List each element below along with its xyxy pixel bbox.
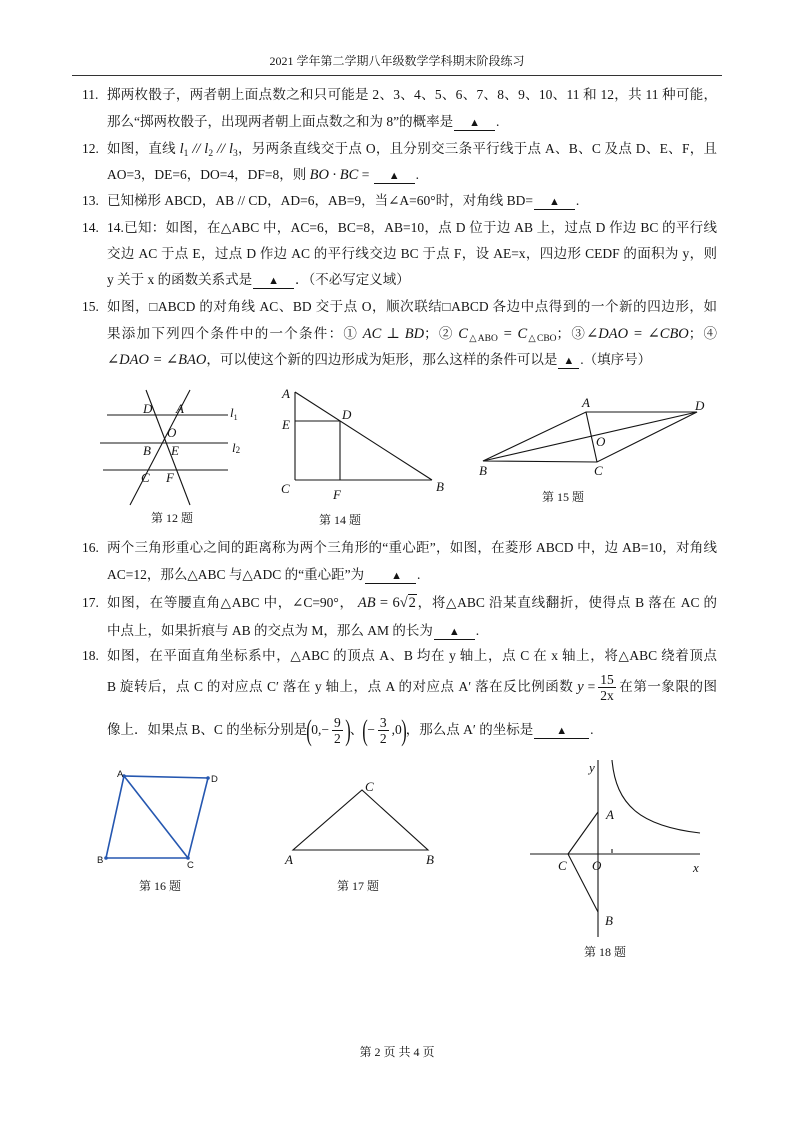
q14-line-2: 交边 AC 于点 E，过点 D 作边 AC 的平行线交边 BC 于点 F，设 AE=x，四边形 CEDF 的面积为 y，则 xyxy=(107,246,717,261)
denominator: 2x xyxy=(600,688,614,704)
q14-line-1: 14.已知：如图，在△ABC 中，AC=6，BC=8，AB=10，点 D 位于边 AB 上，过点 D 作边 BC 的平行线 xyxy=(107,220,717,235)
fig12-label-l1 xyxy=(230,405,238,422)
fig18-hyperbola xyxy=(612,760,700,833)
product-formula: BO · BC xyxy=(309,167,359,183)
condition-1: AC ⊥ BD xyxy=(362,326,425,342)
figure-15 xyxy=(479,395,705,504)
fig15-caption: 第 15 题 xyxy=(541,490,585,504)
right-paren: ) xyxy=(401,713,407,747)
answer-mark: ▲ xyxy=(388,170,400,182)
fig14-label-e: E xyxy=(282,417,290,432)
answer-mark: ▲ xyxy=(556,725,568,737)
fig18-caption: 第 18 题 xyxy=(583,945,627,959)
answer-mark: ▲ xyxy=(391,570,403,582)
q17-line-1-start: 如图，在等腰直角△ABC 中，∠C=90°， xyxy=(107,595,354,610)
line-l: l xyxy=(228,141,234,157)
fig17-label-b: B xyxy=(426,852,434,867)
answer-mark: ▲ xyxy=(469,117,480,129)
fig15-diagonal-bd xyxy=(483,412,697,461)
point-b-x: 0, xyxy=(311,722,322,737)
q17-line-1-end: ，将△ABC 沿某直线翻折，使得点 B 落在 AC 的 xyxy=(416,595,718,610)
radicand: 2 xyxy=(408,595,416,611)
fig15-label-a: A xyxy=(582,395,590,410)
segment-ab: AB xyxy=(357,595,376,611)
equals-sign: = xyxy=(587,679,596,694)
fig14-label-d: D xyxy=(342,407,352,422)
subscript: △ABO xyxy=(467,334,498,344)
q14-line-3-start: y 关于 x 的函数关系式是 xyxy=(107,272,253,287)
figure-12-lines xyxy=(100,390,228,505)
fig18-label-o: O xyxy=(592,858,602,873)
parallel-sign: // xyxy=(217,141,226,157)
minus-sign: − xyxy=(321,722,330,737)
subscript: 1 xyxy=(183,149,189,159)
left-paren: ( xyxy=(362,713,369,747)
perimeter-symbol: C xyxy=(458,326,468,342)
q16-line-2-text: AC=12，那么△ABC 与△ADC 的“重心距”为 xyxy=(107,567,365,582)
q14-number: 14. xyxy=(82,220,99,235)
right-paren: ) xyxy=(345,713,351,747)
subscript: △CBO xyxy=(527,334,557,344)
denominator: 2 xyxy=(334,731,341,747)
fig16-label-c: C xyxy=(187,860,194,871)
numerator: 9 xyxy=(334,715,341,731)
figure-18-lines xyxy=(530,760,700,937)
line-l: l xyxy=(179,141,184,157)
enumeration-comma: 、 xyxy=(349,722,364,737)
fig15-label-c: C xyxy=(594,463,603,478)
q18-number: 18. xyxy=(82,648,99,663)
fig12-label-f: F xyxy=(166,470,174,485)
fig16-vertex-b xyxy=(104,856,108,860)
condition-4: ∠DAO = ∠BAO xyxy=(107,352,207,368)
q16-line-1: 两个三角形重心之间的距离称为两个三角形的“重心距”，如图，在菱形 ABCD 中，边 AB=10，对角线 xyxy=(107,540,717,555)
function-y: y xyxy=(577,679,584,695)
q13-text: 已知梯形 ABCD，AB // CD，AD=6，AB=9，当∠A=60°时，对角线 BD= xyxy=(107,193,533,208)
q13-number: 13. xyxy=(82,193,99,208)
figure-18 xyxy=(530,760,700,959)
marker-4: ；④ xyxy=(688,326,718,341)
marker-2: ；② xyxy=(424,326,454,341)
answer-mark: ▲ xyxy=(563,355,575,367)
fig15-label-b: B xyxy=(479,463,487,478)
q18-line-2-end: 在第一象限的图 xyxy=(618,679,718,694)
line-l: l xyxy=(230,405,234,420)
figure-12 xyxy=(100,390,240,525)
fig17-label-a: A xyxy=(285,852,293,867)
fig12-label-a: A xyxy=(176,401,184,416)
equals-sign: = xyxy=(361,167,370,182)
fig14-label-a: A xyxy=(282,386,290,401)
q17-end: . xyxy=(475,623,480,638)
subscript: 2 xyxy=(235,445,241,455)
q11-line-1: 掷两枚骰子，两者朝上面点数之和只可能是 2、3、4、5、6、7、8、9、10、11 和 12，共 11 种可能， xyxy=(107,87,717,102)
q18-line-3-end: ，那么点 A′ 的坐标是 xyxy=(405,722,534,737)
q18-end: . xyxy=(590,722,594,737)
subscript: 1 xyxy=(233,413,238,422)
fig14-label-f: F xyxy=(333,487,341,502)
fig15-label-o: O xyxy=(596,434,606,449)
q18-line-3-start: 像上．如果点 B、C 的坐标分别是 xyxy=(107,722,308,737)
marker-3: ；③ xyxy=(556,326,587,341)
fig12-label-l2 xyxy=(232,440,240,455)
q15-line-1: 如图，□ABCD 的对角线 AC、BD 交于点 O，顺次联结□ABCD 各边中点得到的一个新的四边形，如 xyxy=(107,299,717,314)
numerator: 3 xyxy=(379,715,387,731)
fig15-label-d: D xyxy=(695,398,705,413)
fig18-segment-ca xyxy=(568,812,598,854)
q16-number: 16. xyxy=(82,540,99,555)
fig12-caption: 第 12 题 xyxy=(150,511,194,525)
answer-mark: ▲ xyxy=(268,275,280,287)
q11-end: . xyxy=(496,114,500,129)
q17-number: 17. xyxy=(82,595,99,610)
fig18-label-c: C xyxy=(558,858,567,873)
page-header-title: 2021 学年第二学期八年级数学学科期末阶段练习 xyxy=(269,54,525,68)
q18-line-1: 如图，在平面直角坐标系中，△ABC 的顶点 A、B 均在 y 轴上，点 C 在 x 轴上，将△ABC 绕着顶点 xyxy=(107,648,717,663)
fig12-label-e: E xyxy=(171,443,179,458)
figure-14-lines xyxy=(295,392,432,480)
fig12-label-c: C xyxy=(141,470,150,485)
q12-line-2-start: AO=3，DE=6，DO=4，DF=8，则 xyxy=(107,167,310,182)
line-l: l xyxy=(204,141,209,157)
q15-number: 15. xyxy=(82,299,99,314)
fig18-label-b: B xyxy=(605,913,613,928)
q11-number: 11. xyxy=(82,87,99,102)
fig14-caption: 第 14 题 xyxy=(318,513,362,527)
q12-end: . xyxy=(415,167,419,182)
fig18-label-a: A xyxy=(606,807,614,822)
fig14-label-b: B xyxy=(436,479,444,494)
fig16-caption: 第 16 题 xyxy=(138,879,182,893)
q15-line-2-start: 果添加下列四个条件中的一个条件：① xyxy=(107,326,359,341)
fig16-diagonal-ac xyxy=(124,776,188,858)
fig17-caption: 第 17 题 xyxy=(336,879,380,893)
figure-14 xyxy=(281,386,444,527)
q11-line-2-text: 那么“掷两枚骰子，出现两者朝上面点数之和为 8”的概率是 xyxy=(107,114,454,129)
q18-line-2-start: B 旋转后，点 C 的对应点 C′ 落在 y 轴上，点 A 的对应点 A′ 落在反比例函数 xyxy=(107,679,574,694)
q12-line-1-end: ，另两条直线交于点 O，且分别交三条平行线于点 A、B、C 及点 D、E、F，且 xyxy=(237,141,718,156)
equals-sign: = xyxy=(379,595,389,611)
page-footer: 第 2 页 共 4 页 xyxy=(359,1045,435,1059)
figure-16 xyxy=(97,769,218,893)
equals-sign: = xyxy=(502,326,513,342)
q15-line-3-text: ，可以使这个新的四边形成为矩形，那么这样的条件可以是 xyxy=(206,352,558,367)
point-c-y: ,0 xyxy=(391,722,402,737)
radical-sign: √ xyxy=(399,595,408,611)
q12-number: 12. xyxy=(82,141,99,156)
answer-mark: ▲ xyxy=(448,626,460,638)
line-l: l xyxy=(232,440,236,455)
q17-line-2-text: 中点上，如果折痕与 AB 的交点为 M，那么 AM 的长为 xyxy=(107,623,433,638)
figure-15-lines xyxy=(483,412,697,462)
figure-16-lines xyxy=(106,776,208,858)
fig12-label-o: O xyxy=(167,425,177,440)
figure-17 xyxy=(284,779,434,893)
coefficient: 6 xyxy=(392,595,400,611)
fig16-label-b: B xyxy=(97,855,104,866)
q14-line-3-end: ．（不必写定义域） xyxy=(295,272,410,287)
subscript: 2 xyxy=(208,149,214,159)
fig16-label-d: D xyxy=(211,774,218,785)
fig16-label-a: A xyxy=(117,769,124,780)
q15-line-3-end: .（填序号） xyxy=(580,352,652,367)
fig18-label-y: y xyxy=(589,760,595,775)
fig12-label-d: D xyxy=(143,401,153,416)
perimeter-symbol: C xyxy=(517,326,528,342)
parallel-sign: // xyxy=(192,141,201,157)
fig17-label-c: C xyxy=(365,779,374,794)
fig14-label-c: C xyxy=(281,481,290,496)
fig17-triangle xyxy=(293,790,428,850)
q13-end: . xyxy=(575,193,580,208)
q12-line-1-start: 如图，直线 xyxy=(107,141,180,156)
denominator: 2 xyxy=(379,731,387,747)
answer-mark: ▲ xyxy=(548,196,560,208)
fig12-label-b: B xyxy=(143,443,151,458)
condition-3: ∠DAO = ∠CBO xyxy=(586,326,689,342)
subscript: 3 xyxy=(233,149,238,159)
fig16-vertex-d xyxy=(206,776,210,780)
fig18-label-x: x xyxy=(693,860,699,875)
numerator: 15 xyxy=(600,672,614,688)
left-paren: ( xyxy=(306,713,313,747)
q16-end: . xyxy=(417,567,421,582)
minus-sign: − xyxy=(367,722,375,737)
fig14-side-ab xyxy=(295,392,432,480)
